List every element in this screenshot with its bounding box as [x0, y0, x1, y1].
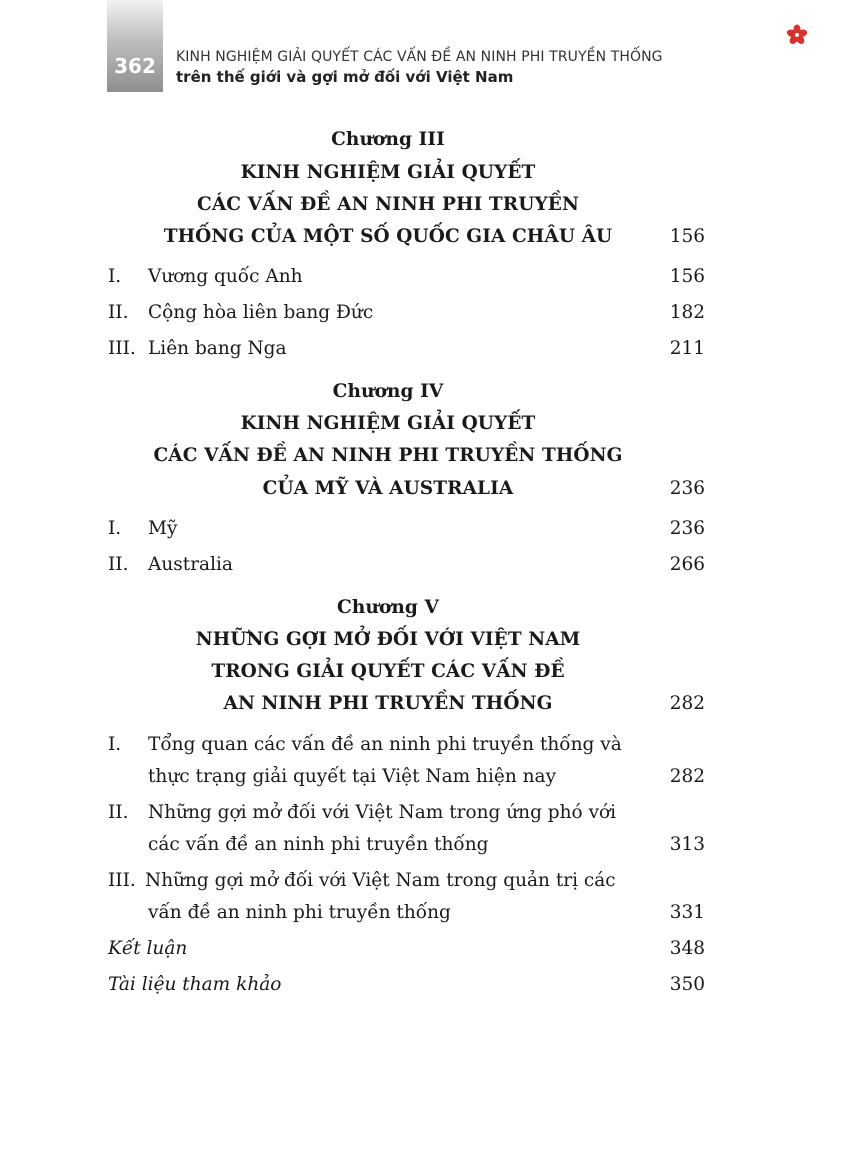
chapter-3-title-line3: THỐNG CỦA MỘT SỐ QUỐC GIA CHÂU ÂU — [163, 226, 613, 247]
page-number: 362 — [114, 54, 156, 78]
chapter-3-title-line1: KINH NGHIỆM GIẢI QUYẾT — [240, 162, 536, 183]
running-title-line1: KINH NGHIỆM GIẢI QUYẾT CÁC VẤN ĐỀ AN NINH PHI TRUYỀN THỐNG — [176, 49, 663, 65]
page-number-tab — [107, 0, 163, 92]
toc-entry-title-continued: thực trạng giải quyết tại Việt Nam hiện nay — [148, 766, 557, 787]
running-title-line2: trên thế giới và gợi mở đối với Việt Nam — [176, 68, 514, 86]
chapter-4-title-line3: CỦA MỸ VÀ AUSTRALIA — [262, 478, 514, 499]
toc-entry-page: 331 — [669, 902, 705, 923]
toc-entry-title: Liên bang Nga — [148, 338, 287, 359]
chapter-3-page: 156 — [669, 226, 705, 247]
toc-entry-page: 156 — [669, 266, 705, 287]
toc-entry-number: I. — [108, 734, 122, 755]
toc-references-page: 350 — [669, 974, 705, 995]
chapter-3-label: Chương III — [331, 129, 445, 150]
toc-entry-number: II. — [108, 802, 129, 823]
toc-entry-title-continued: vấn đề an ninh phi truyền thống — [148, 902, 451, 923]
toc-entry-number: III. — [108, 870, 136, 891]
toc-entry-page: 313 — [669, 834, 705, 855]
toc-conclusion-title: Kết luận — [108, 938, 188, 959]
toc-entry-title: Australia — [148, 554, 233, 575]
chapter-5-page: 282 — [669, 693, 705, 714]
toc-entry-number: II. — [108, 554, 129, 575]
flower-icon — [786, 24, 808, 46]
toc-entry-number: I. — [108, 518, 122, 539]
toc-entry-title: Mỹ — [148, 518, 178, 539]
toc-references-title: Tài liệu tham khảo — [108, 974, 282, 995]
running-head — [176, 47, 663, 87]
toc-entry-title: Những gợi mở đối với Việt Nam trong ứng phó với — [148, 802, 617, 823]
toc-entry-title-continued: các vấn đề an ninh phi truyền thống — [148, 834, 489, 855]
chapter-5-label: Chương V — [337, 597, 439, 618]
chapter-5-title-line1: NHỮNG GỢI MỞ ĐỐI VỚI VIỆT NAM — [195, 629, 581, 650]
toc-entry-title: Tổng quan các vấn đề an ninh phi truyền thống và — [148, 734, 622, 755]
toc-entry-number: II. — [108, 302, 129, 323]
toc-entry-page: 236 — [669, 518, 705, 539]
chapter-4-page: 236 — [669, 478, 705, 499]
toc-entry-number: III. — [108, 338, 136, 359]
chapter-4-label: Chương IV — [332, 381, 444, 402]
toc-entry-page: 211 — [669, 338, 705, 359]
toc-entry-number: I. — [108, 266, 122, 287]
chapter-4-title-line2: CÁC VẤN ĐỀ AN NINH PHI TRUYỀN THỐNG — [153, 445, 623, 466]
chapter-4-title-line1: KINH NGHIỆM GIẢI QUYẾT — [240, 413, 536, 434]
chapter-5-title-line2: TRONG GIẢI QUYẾT CÁC VẤN ĐỀ — [211, 661, 565, 682]
toc-entry-title: Cộng hòa liên bang Đức — [148, 302, 374, 323]
toc-entry-title: Những gợi mở đối với Việt Nam trong quản trị các — [145, 870, 616, 891]
toc-conclusion-page: 348 — [669, 938, 705, 959]
toc-entry-page: 266 — [669, 554, 705, 575]
toc-entry-page: 282 — [669, 766, 705, 787]
chapter-3-title-line2: CÁC VẤN ĐỀ AN NINH PHI TRUYỀN — [197, 194, 579, 215]
toc-entry-page: 182 — [669, 302, 705, 323]
chapter-5-title-line3: AN NINH PHI TRUYỀN THỐNG — [223, 693, 553, 714]
toc-entry-title: Vương quốc Anh — [148, 266, 303, 287]
